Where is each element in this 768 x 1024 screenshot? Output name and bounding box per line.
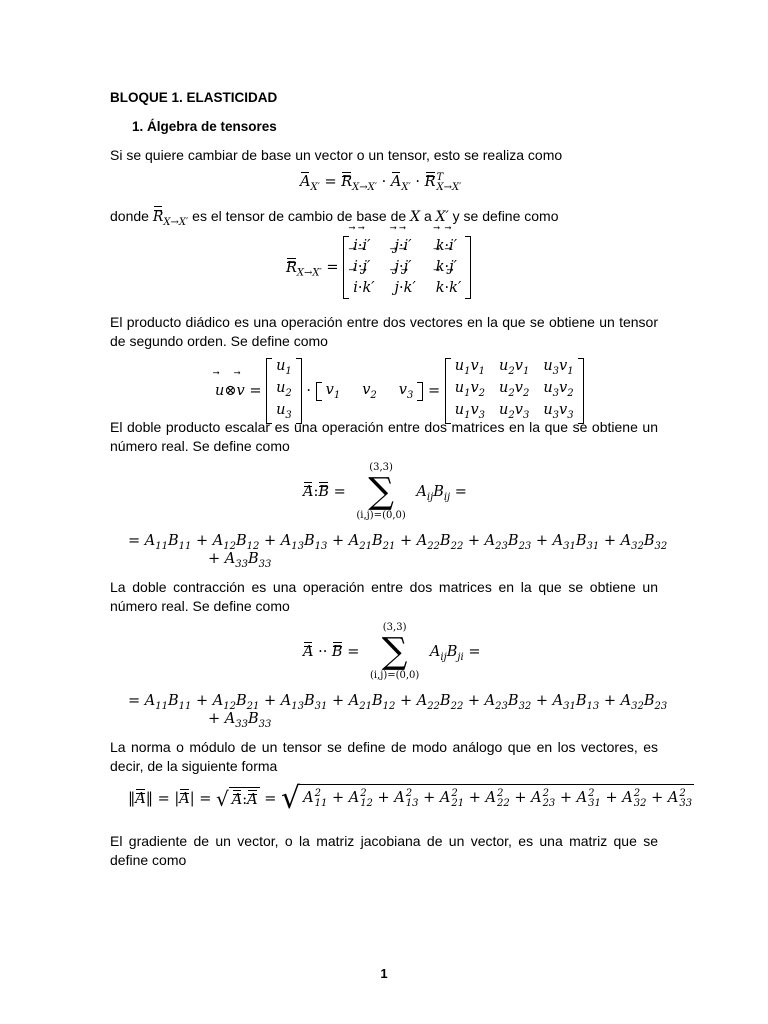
equation-rotation-matrix: $R_{X\to X'}$ = ⃗ i·⃗ i′ ⃗ j·⃗ i′ ⃗ k·⃗ i′ ⃗ i·⃗ j′ ⃗ j·⃗ j′ ⃗ k·⃗ j′ ⃗ i·⃗ k′ ⃗ j·⃗ k′ ⃗ k·⃗ k′	[286, 236, 471, 299]
paragraph-gradient: El gradiente de un vector, o la matriz jacobiana de un vector, es una matriz que se define como	[110, 833, 658, 868]
equation-double-contraction: A ·· B = (3,3) ∑ (i,j)=(0,0) $A_{ij}B_{ji}$ =	[303, 622, 481, 681]
paragraph-donde: donde $R_{X\to X'}$ es el tensor de cambio de base de X a X′ y se define como	[110, 208, 559, 228]
page-number: 1	[380, 966, 388, 981]
equation-double-contraction-expansion: = $A_{11}B_{11} + A_{12}B_{21} + A_{13}B_{31} + A_{21}B_{12} + A_{22}B_{22} + A_{23}B_{32} + A_{31}B_{13} + A_{32}B_{23}$	[128, 693, 668, 712]
paragraph-dyadic-product: El producto diádico es una operación entre dos vectores en la que se obtiene un tensor de segundo orden. Se define como	[110, 314, 658, 349]
equation-dyadic-product: ⃗ u⊗⃗ v = $u_1$ $u_2$ $u_3$ · $v_1$ $v_2$ $v_3$ = $u_1v_1$ $u_2v_1$ $u_3v_1$ $u_1v_2$ $u_2v_2$ $u_3v_2$ $u_1v_3$ $u_2v_3$ $u_3v_3$	[215, 358, 584, 424]
equation-double-contraction-expansion-end: + $A_{33}B_{33}$	[208, 711, 272, 730]
equation-change-of-base: $A_{X'} = R_{X\to X'} \cdot A_{X'} \cdot R$ T X→X′	[300, 172, 462, 193]
paragraph-double-contraction: La doble contracción es una operación entre dos matrices en la que se obtiene un número real. Se define como	[110, 579, 658, 614]
equation-double-scalar-expansion: = $A_{11}B_{11} + A_{12}B_{12} + A_{13}B_{13} + A_{21}B_{21} + A_{22}B_{22} + A_{23}B_{23} + A_{31}B_{31} + A_{32}B_{32}$	[128, 533, 668, 552]
section-title: BLOQUE 1. ELASTICIDAD	[110, 90, 278, 105]
paragraph-double-scalar-product: El doble producto escalar es una operación entre dos matrices en la que se obtiene un número real. Se define como	[110, 419, 658, 454]
paragraph-change-base: Si se quiere cambiar de base un vector o un tensor, esto se realiza como	[110, 147, 563, 163]
equation-double-scalar-expansion-end: + $A_{33}B_{33}$	[208, 551, 272, 570]
subsection-title: 1. Álgebra de tensores	[132, 119, 277, 134]
equation-double-scalar-product: A:B = (3,3) ∑ (i,j)=(0,0) $A_{ij}B_{ij}$ =	[303, 462, 467, 521]
equation-tensor-norm: ‖A‖ = |A| = √ A:A = √ A 2 11 + A 2 12 + A 2 13 + A 2 21 + A 2 22 + A 2 23 + A 2 31 + A 2 32 + A 2 33	[128, 781, 693, 816]
paragraph-tensor-norm: La norma o módulo de un tensor se define de modo análogo que en los vectores, es decir, de la siguiente forma	[110, 739, 658, 774]
